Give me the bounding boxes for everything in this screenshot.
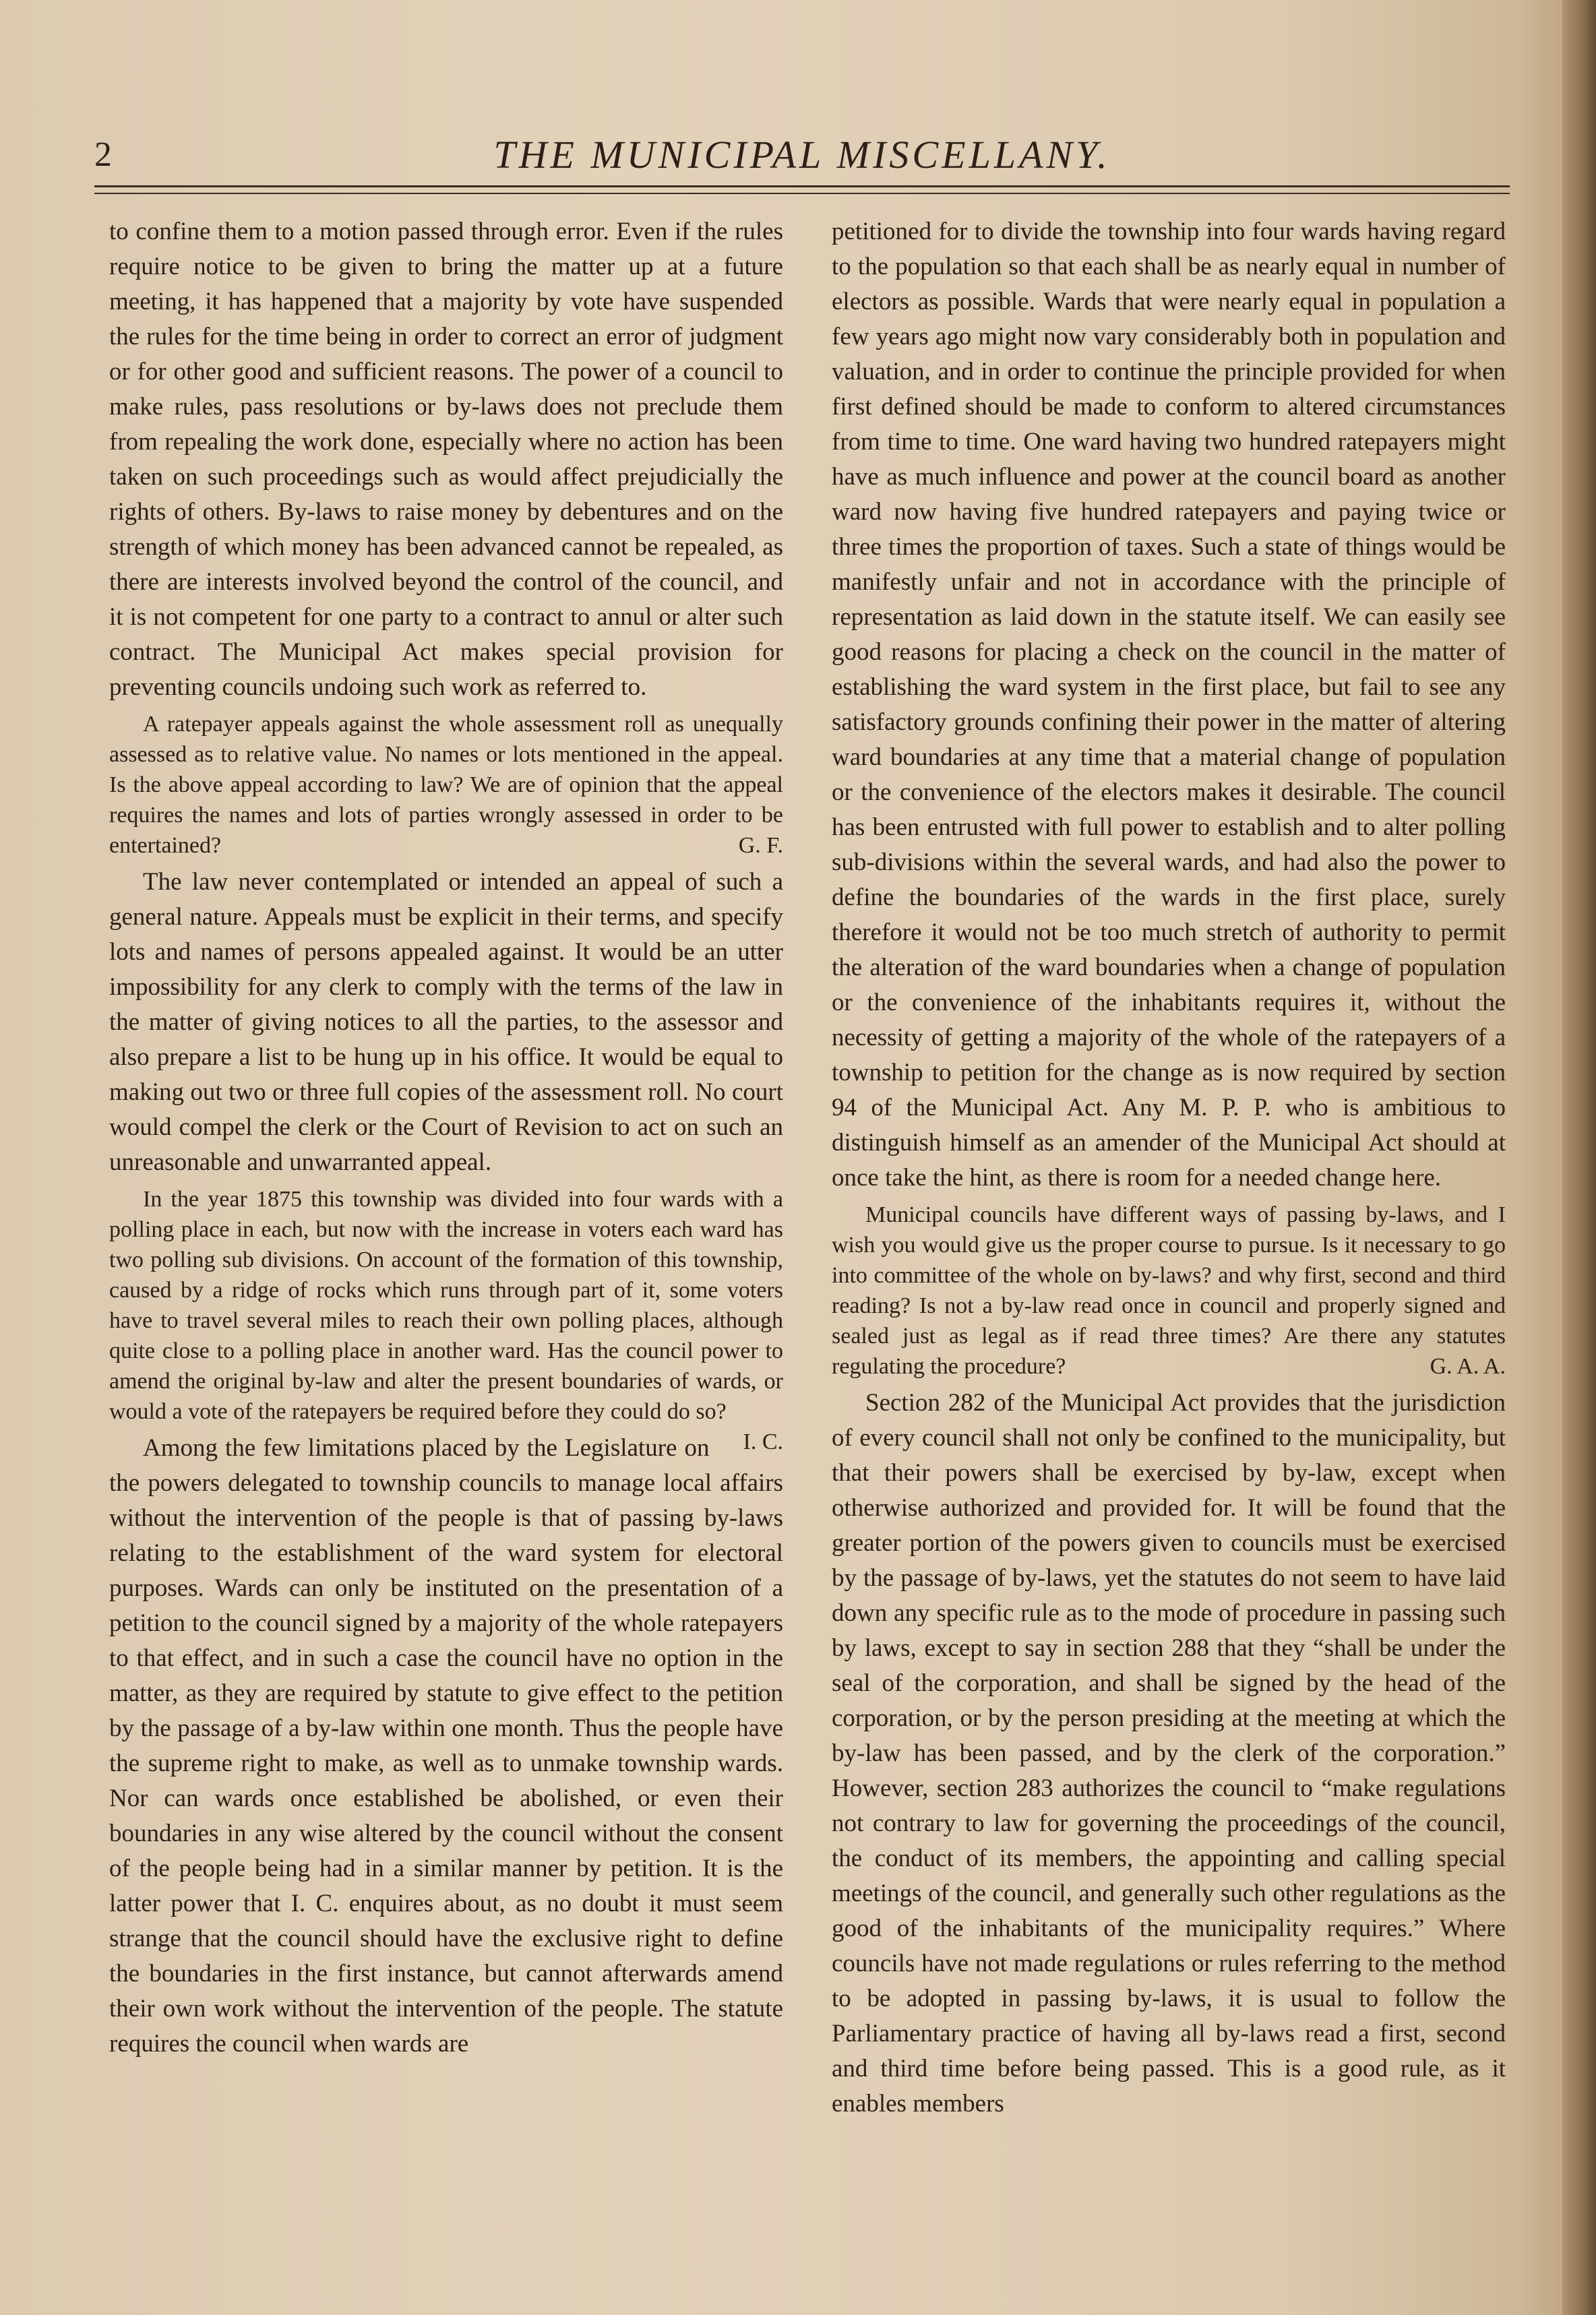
page-number: 2: [94, 135, 112, 174]
question-text: Municipal councils have different ways of passing by-laws, and I wish you would give us the proper course to pursue. Is it necessary to go into committee of the whole on by-laws? and why first, second and third reading? Is not a by-law read once in council and properly signed and sealed just as legal as if read three times? Are there any statutes regulating the procedure?: [832, 1202, 1506, 1379]
editor-answer-continued: petitioned for to divide the township into four wards having regard to the population so that each shall be as nearly equal in number of electors as possible. Wards that were nearly equal in population a few years ago might now vary considerably both in population and valuation, and in order to continue the principle provided for when first defined should be made to conform to altered circumstances from time to time. One ward having two hundred ratepayers might have as much influence and power at the council board as another ward now having five hundred ratepayers and paying twice or three times the proportion of taxes. Such a state of things would be manifestly unfair and not in accordance with the principle of representation as laid down in the statute itself. We can easily see good reasons for placing a check on the council in the matter of establishing the ward system in the first place, but fail to see any satisfactory grounds confining their power in the matter of altering ward boundaries at any time that a material change of population or the convenience of the electors makes it desirable. The council has been entrusted with full power to establish and to alter polling sub-divisions within the several wards, and had also the power to define the boundaries of the wards in the first place, surely therefore it would not be too much stretch of authority to permit the alteration of the ward boundaries when a change of population or the convenience of the inhabitants requires it, without the necessity of getting a majority of the whole of the ratepayers of a township to petition for the change as is now required by section 94 of the Municipal Act. Any M. P. P. who is ambitious to distinguish himself as an amender of the Municipal Act should at once take the hint, as there is room for a needed change here.: [832, 218, 1506, 1192]
question-signature: G. F.: [738, 833, 783, 858]
reader-question: [832, 1200, 1506, 1382]
question-signature: G. A. A.: [1430, 1354, 1506, 1379]
editor-answer: Section 282 of the Municipal Act provides that the jurisdiction of every council shall not only be confined to the municipality, but that their powers shall be exercised by by-law, except when otherwise authorized and provided for. It will be found that the greater portion of the powers given to councils must be exercised by the passage of by-laws, yet the statutes do not seem to have laid down any specific rule as to the mode of procedure in passing such by laws, except to say in section 288 that they “shall be under the seal of the corporation, and shall be signed by the head of the corporation, or by the person presiding at the meeting at which the by-law has been passed, and by the clerk of the corporation.” However, section 283 authorizes the council to “make regulations not contrary to law for governing the proceedings of the council, the conduct of its members, the appointing and calling special meetings of the council, and generally such other regulations as the good of the inhabitants of the municipality requires.” Where councils have not made regulations or rules referring to the method to be adopted in passing by-laws, it is usual to follow the Parliamentary practice of having all by-laws read a first, second and third time before being passed. This is a good rule, as it enables members: [832, 1389, 1506, 2118]
editor-answer: The law never contemplated or intended an appeal of such a general nature. Appeals must be explicit in their terms, and specify lots and names of persons appealed against. It would be an utter impossibility for any clerk to comply with the terms of the law in the matter of giving notices to all the parties, to the assessor and also prepare a list to be hung up in his office. It would be equal to making out two or three full copies of the assessment roll. No court would compel the clerk or the Court of Revision to act on such an unreasonable and unwarranted appeal.: [109, 868, 783, 1176]
question-text: A ratepayer appeals against the whole assessment roll as unequally assessed as to relative value. No names or lots mentioned in the appeal. Is the above appeal according to law? We are of opinion that the appeal requires the names and lots of parties wrongly assessed in order to be entertained?: [109, 712, 783, 858]
question-signature: I. C.: [743, 1429, 783, 1454]
question-text: In the year 1875 this township was divided into four wards with a polling place in each, but now with the increase in voters each ward has two polling sub divisions. On account of the formation of this township, caused by a ridge of rocks which runs through part of it, some voters have to travel several miles to reach their own polling places, although quite close to a polling place in another ward. Has the council power to amend the original by-law and alter the present boundaries of wards, or would a vote of the ratepayers be required before they could do so?: [109, 1187, 783, 1424]
reader-question: [109, 1184, 783, 1454]
page-header: [94, 131, 1510, 179]
publication-title: THE MUNICIPAL MISCELLANY.: [493, 133, 1111, 177]
right-column: [832, 214, 1506, 2290]
editor-answer: Among the few limitations placed by the Legislature on the powers delegated to township councils to manage local affairs without the intervention of the people is that of passing by-laws relating to the establishment of the ward system for electoral purposes. Wards can only be instituted on the presentation of a petition to the council signed by a majority of the whole ratepayers to that effect, and in such a case the council have no option in the matter, as they are required by statute to give effect to the petition by the passage of a by-law within one month. Thus the people have the supreme right to make, as well as to unmake township wards. Nor can wards once established be abolished, or even their boundaries in any wise altered by the council without the consent of the people being had in a similar manner by petition. It is the latter power that I. C. enquires about, as no doubt it must seem strange that the council should have the exclusive right to define the boundaries in the first instance, but cannot afterwards amend their own work without the intervention of the people. The statute requires the council when wards are: [109, 1434, 783, 2058]
binding-edge: [1562, 0, 1596, 2315]
paragraph-continued: to confine them to a motion passed through error. Even if the rules require notice to be given to bring the matter up at a future meeting, it has happened that a majority by vote have suspended the rules for the time being in order to correct an error of judgment or for other good and sufficient reasons. The power of a council to make rules, pass resolutions or by-laws does not preclude them from repealing the work done, especially where no action has been taken on such proceedings such as would affect prejudicially the rights of others. By-laws to raise money by debentures and on the strength of which money has been advanced cannot be repealed, as there are interests involved beyond the control of the council, and it is not competent for one party to a contract to annul or alter such contract. The Municipal Act makes special provision for preventing councils undoing such work as referred to.: [109, 218, 783, 701]
left-column: [109, 214, 783, 2290]
header-rule-thick: [94, 185, 1510, 187]
header-rule-thin: [94, 193, 1510, 194]
reader-question: [109, 709, 783, 861]
